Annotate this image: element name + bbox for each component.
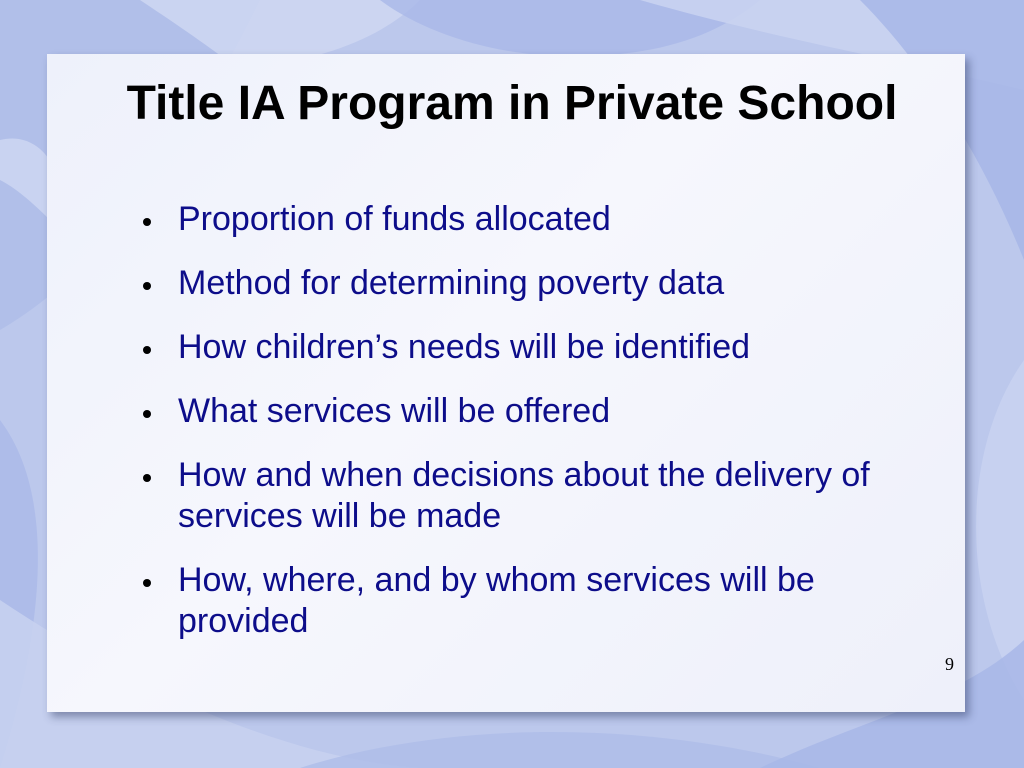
page-number: 9 [945,654,954,674]
bullet-text: How children’s needs will be identified [178,328,751,366]
bullet-dot-icon [143,474,151,482]
bullet-text: Method for determining poverty data [178,264,725,302]
list-item [139,455,879,537]
bullet-list [139,199,879,665]
bullet-dot-icon [143,282,151,290]
bullet-dot-icon [143,410,151,418]
bullet-text: How, where, and by whom services will be provided [178,561,815,640]
bullet-text: What services will be offered [178,392,611,430]
list-item [139,327,879,368]
list-item [139,391,879,432]
bullet-text: How and when decisions about the delivery of services will be made [178,456,870,535]
bullet-text: Proportion of funds allocated [178,200,611,238]
bullet-dot-icon [143,579,151,587]
bullet-dot-icon [143,218,151,226]
slide-card [47,54,965,712]
list-item [139,560,879,642]
slide-title: Title IA Program in Private School [126,77,898,130]
bullet-dot-icon [143,346,151,354]
list-item [139,263,879,304]
list-item [139,199,879,240]
